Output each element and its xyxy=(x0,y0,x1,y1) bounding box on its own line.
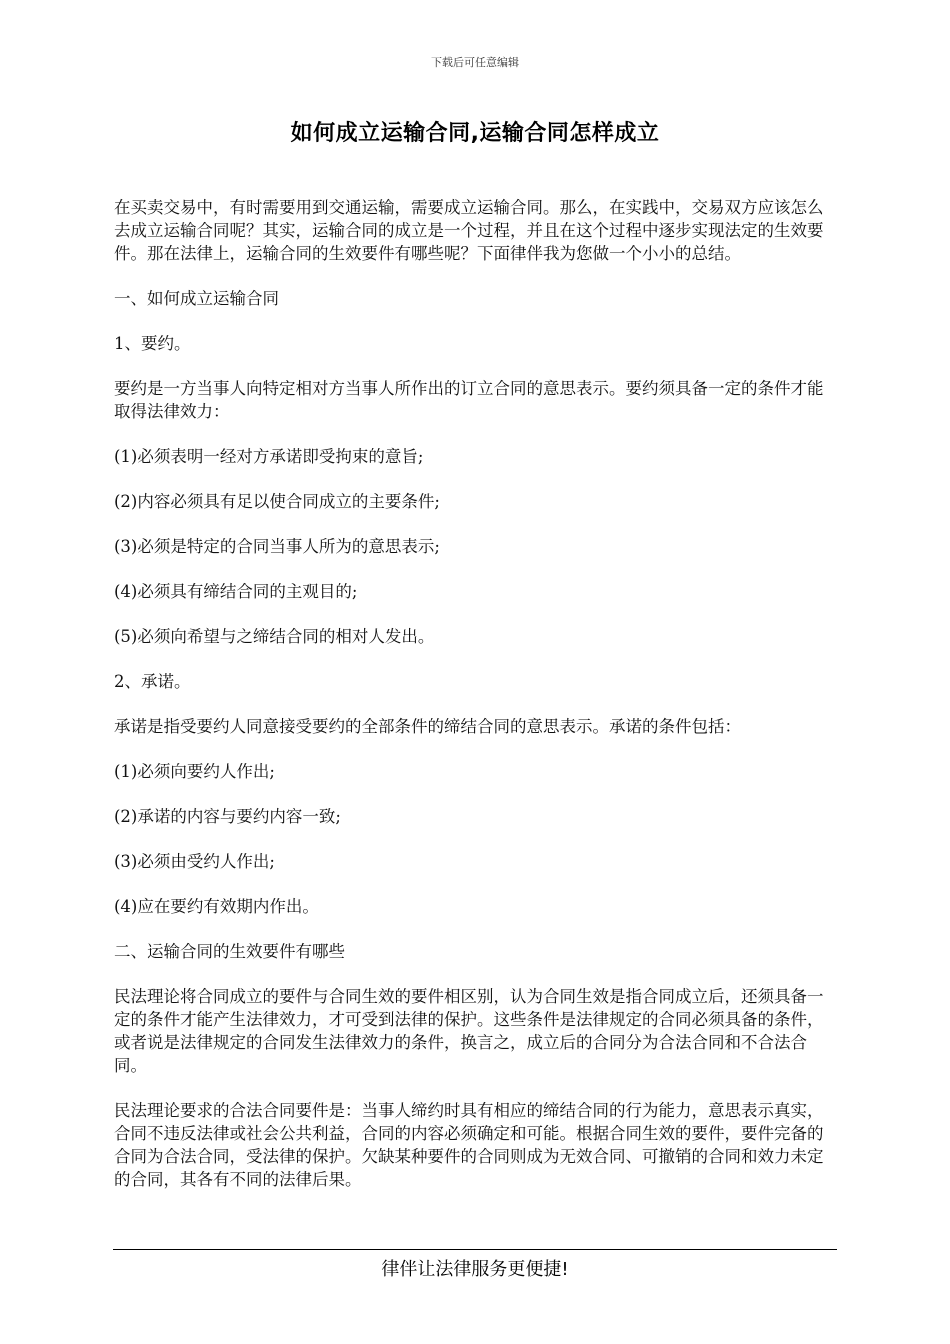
section-heading-1: 一、如何成立运输合同 xyxy=(114,289,279,308)
page-header-note: 下载后可任意编辑 xyxy=(431,56,519,69)
document-title: 如何成立运输合同,运输合同怎样成立 xyxy=(290,121,660,146)
acceptance-condition-2: (2)承诺的内容与要约内容一致; xyxy=(114,807,341,826)
offer-condition-1: (1)必须表明一经对方承诺即受拘束的意旨; xyxy=(114,447,424,466)
validity-theory-paragraph: 民法理论将合同成立的要件与合同生效的要件相区别，认为合同生效是指合同成立后，还须具备一定的条件才能产生法律效力，才可受到法律的保护。这些条件是法律规定的合同必须具备的条件，或者说是法律规定的合同发生法律效力的条件，换言之，成立后的合同分为合法合同和不合法合同。 xyxy=(114,987,824,1075)
acceptance-condition-1: (1)必须向要约人作出; xyxy=(114,762,275,781)
acceptance-condition-4: (4)应在要约有效期内作出。 xyxy=(114,897,319,916)
acceptance-definition-paragraph: 承诺是指受要约人同意接受要约的全部条件的缔结合同的意思表示。承诺的条件包括： xyxy=(114,717,741,736)
subsection-heading-offer: 1、要约。 xyxy=(114,334,191,353)
offer-definition-paragraph: 要约是一方当事人向特定相对方当事人所作出的订立合同的意思表示。要约须具备一定的条件才能取得法律效力： xyxy=(114,379,824,421)
footer-divider xyxy=(113,1249,837,1250)
footer-slogan: 律伴让法律服务更便捷! xyxy=(381,1259,569,1280)
section-heading-2: 二、运输合同的生效要件有哪些 xyxy=(114,942,345,961)
offer-condition-5: (5)必须向希望与之缔结合同的相对人发出。 xyxy=(114,627,435,646)
subsection-heading-acceptance: 2、承诺。 xyxy=(114,672,191,691)
document-body xyxy=(114,196,826,1213)
offer-condition-2: (2)内容必须具有足以使合同成立的主要条件; xyxy=(114,492,440,511)
intro-paragraph: 在买卖交易中，有时需要用到交通运输，需要成立运输合同。那么，在实践中，交易双方应该怎么去成立运输合同呢？其实，运输合同的成立是一个过程，并且在这个过程中逐步实现法定的生效要件。那在法律上，运输合同的生效要件有哪些呢？下面律伴我为您做一个小小的总结。 xyxy=(114,198,824,263)
acceptance-condition-3: (3)必须由受约人作出; xyxy=(114,852,275,871)
offer-condition-3: (3)必须是特定的合同当事人所为的意思表示; xyxy=(114,537,440,556)
offer-condition-4: (4)必须具有缔结合同的主观目的; xyxy=(114,582,358,601)
legal-contract-requirements-paragraph: 民法理论要求的合法合同要件是：当事人缔约时具有相应的缔结合同的行为能力，意思表示真实，合同不违反法律或社会公共利益，合同的内容必须确定和可能。根据合同生效的要件，要件完备的合同为合法合同，受法律的保护。欠缺某种要件的合同则成为无效合同、可撤销的合同和效力未定的合同，其各有不同的法律后果。 xyxy=(114,1101,824,1189)
